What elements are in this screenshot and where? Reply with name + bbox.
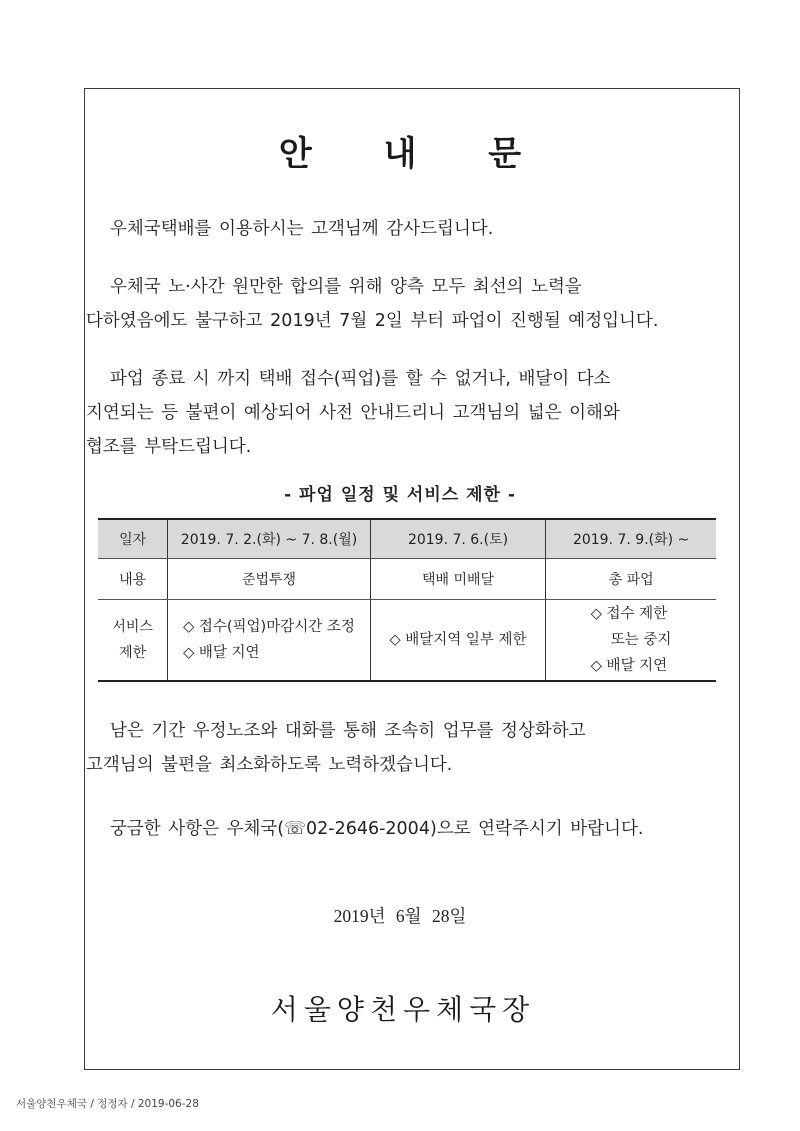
service-period-2-cell bbox=[370, 600, 545, 682]
strike-schedule-table bbox=[98, 518, 716, 682]
recovery-line-1: 남은 기간 우정노조와 대화를 통해 조속히 업무를 정상화하고 bbox=[110, 721, 586, 741]
greeting-line: 우체국택배를 이용하시는 고객님께 감사드립니다. bbox=[110, 219, 494, 239]
service-period-2-item-1: ◇ 배달지역 일부 제한 bbox=[389, 632, 527, 648]
strike-notice-line-3: 협조를 부탁드립니다. bbox=[86, 437, 252, 457]
strike-notice-line-1: 파업 종료 시 까지 택배 접수(픽업)를 할 수 없거나, 배달이 다소 bbox=[110, 369, 611, 389]
notice-date: 2019년 6월 28일 bbox=[333, 906, 467, 926]
table-row-service-limit bbox=[98, 600, 716, 682]
recovery-paragraph bbox=[86, 714, 734, 782]
content-period-2: 택배 미배달 bbox=[370, 559, 545, 600]
service-period-3-item-1: ◇ 접수 제한 bbox=[590, 606, 668, 622]
header-period-1: 2019. 7. 2.(화) ~ 7. 8.(월) bbox=[168, 519, 371, 559]
service-period-1-item-2: ◇ 배달 지연 bbox=[183, 645, 260, 661]
sender-signature: 서울양천우체국장 bbox=[270, 993, 536, 1026]
table-header-row bbox=[98, 519, 716, 559]
greeting-paragraph bbox=[86, 212, 734, 246]
header-period-2: 2019. 7. 6.(토) bbox=[370, 519, 545, 559]
service-label-line-1: 서비스 bbox=[112, 619, 153, 635]
service-label-line-2: 제한 bbox=[119, 645, 147, 661]
service-period-3-item-1-cont: 또는 중지 bbox=[610, 632, 672, 648]
strike-notice-line-2: 지연되는 등 불편이 예상되어 사전 안내드리니 고객님의 넓은 이해와 bbox=[86, 403, 620, 423]
header-period-3: 2019. 7. 9.(화) ~ bbox=[546, 519, 716, 559]
service-period-3-cell bbox=[546, 600, 716, 682]
contact-line: 궁금한 사항은 우체국(☏02-2646-2004)으로 연락주시기 바랍니다. bbox=[110, 819, 644, 839]
service-period-1-item-1: ◇ 접수(픽업)마감시간 조정 bbox=[183, 619, 355, 635]
negotiation-paragraph bbox=[86, 270, 734, 338]
table-row-content bbox=[98, 559, 716, 600]
notice-title: 안 내 문 bbox=[278, 134, 552, 174]
document-footer: 서울양천우체국 / 정정자 / 2019-06-28 bbox=[16, 1098, 199, 1110]
negotiation-line-2: 다하였음에도 불구하고 2019년 7월 2일 부터 파업이 진행될 예정입니다. bbox=[86, 311, 659, 331]
content-period-1: 준법투쟁 bbox=[168, 559, 371, 600]
service-period-1-cell bbox=[168, 600, 371, 682]
strike-notice-paragraph bbox=[86, 362, 734, 464]
service-label-cell bbox=[98, 600, 168, 682]
content-period-3: 총 파업 bbox=[546, 559, 716, 600]
content-label: 내용 bbox=[98, 559, 168, 600]
header-date-label: 일자 bbox=[98, 519, 168, 559]
negotiation-line-1: 우체국 노·사간 원만한 합의를 위해 양측 모두 최선의 노력을 bbox=[110, 277, 582, 297]
contact-paragraph bbox=[86, 812, 734, 846]
recovery-line-2: 고객님의 불편을 최소화하도록 노력하겠습니다. bbox=[86, 755, 453, 775]
schedule-heading: - 파업 일정 및 서비스 제한 - bbox=[284, 485, 516, 505]
service-period-3-item-2: ◇ 배달 지연 bbox=[590, 658, 668, 674]
